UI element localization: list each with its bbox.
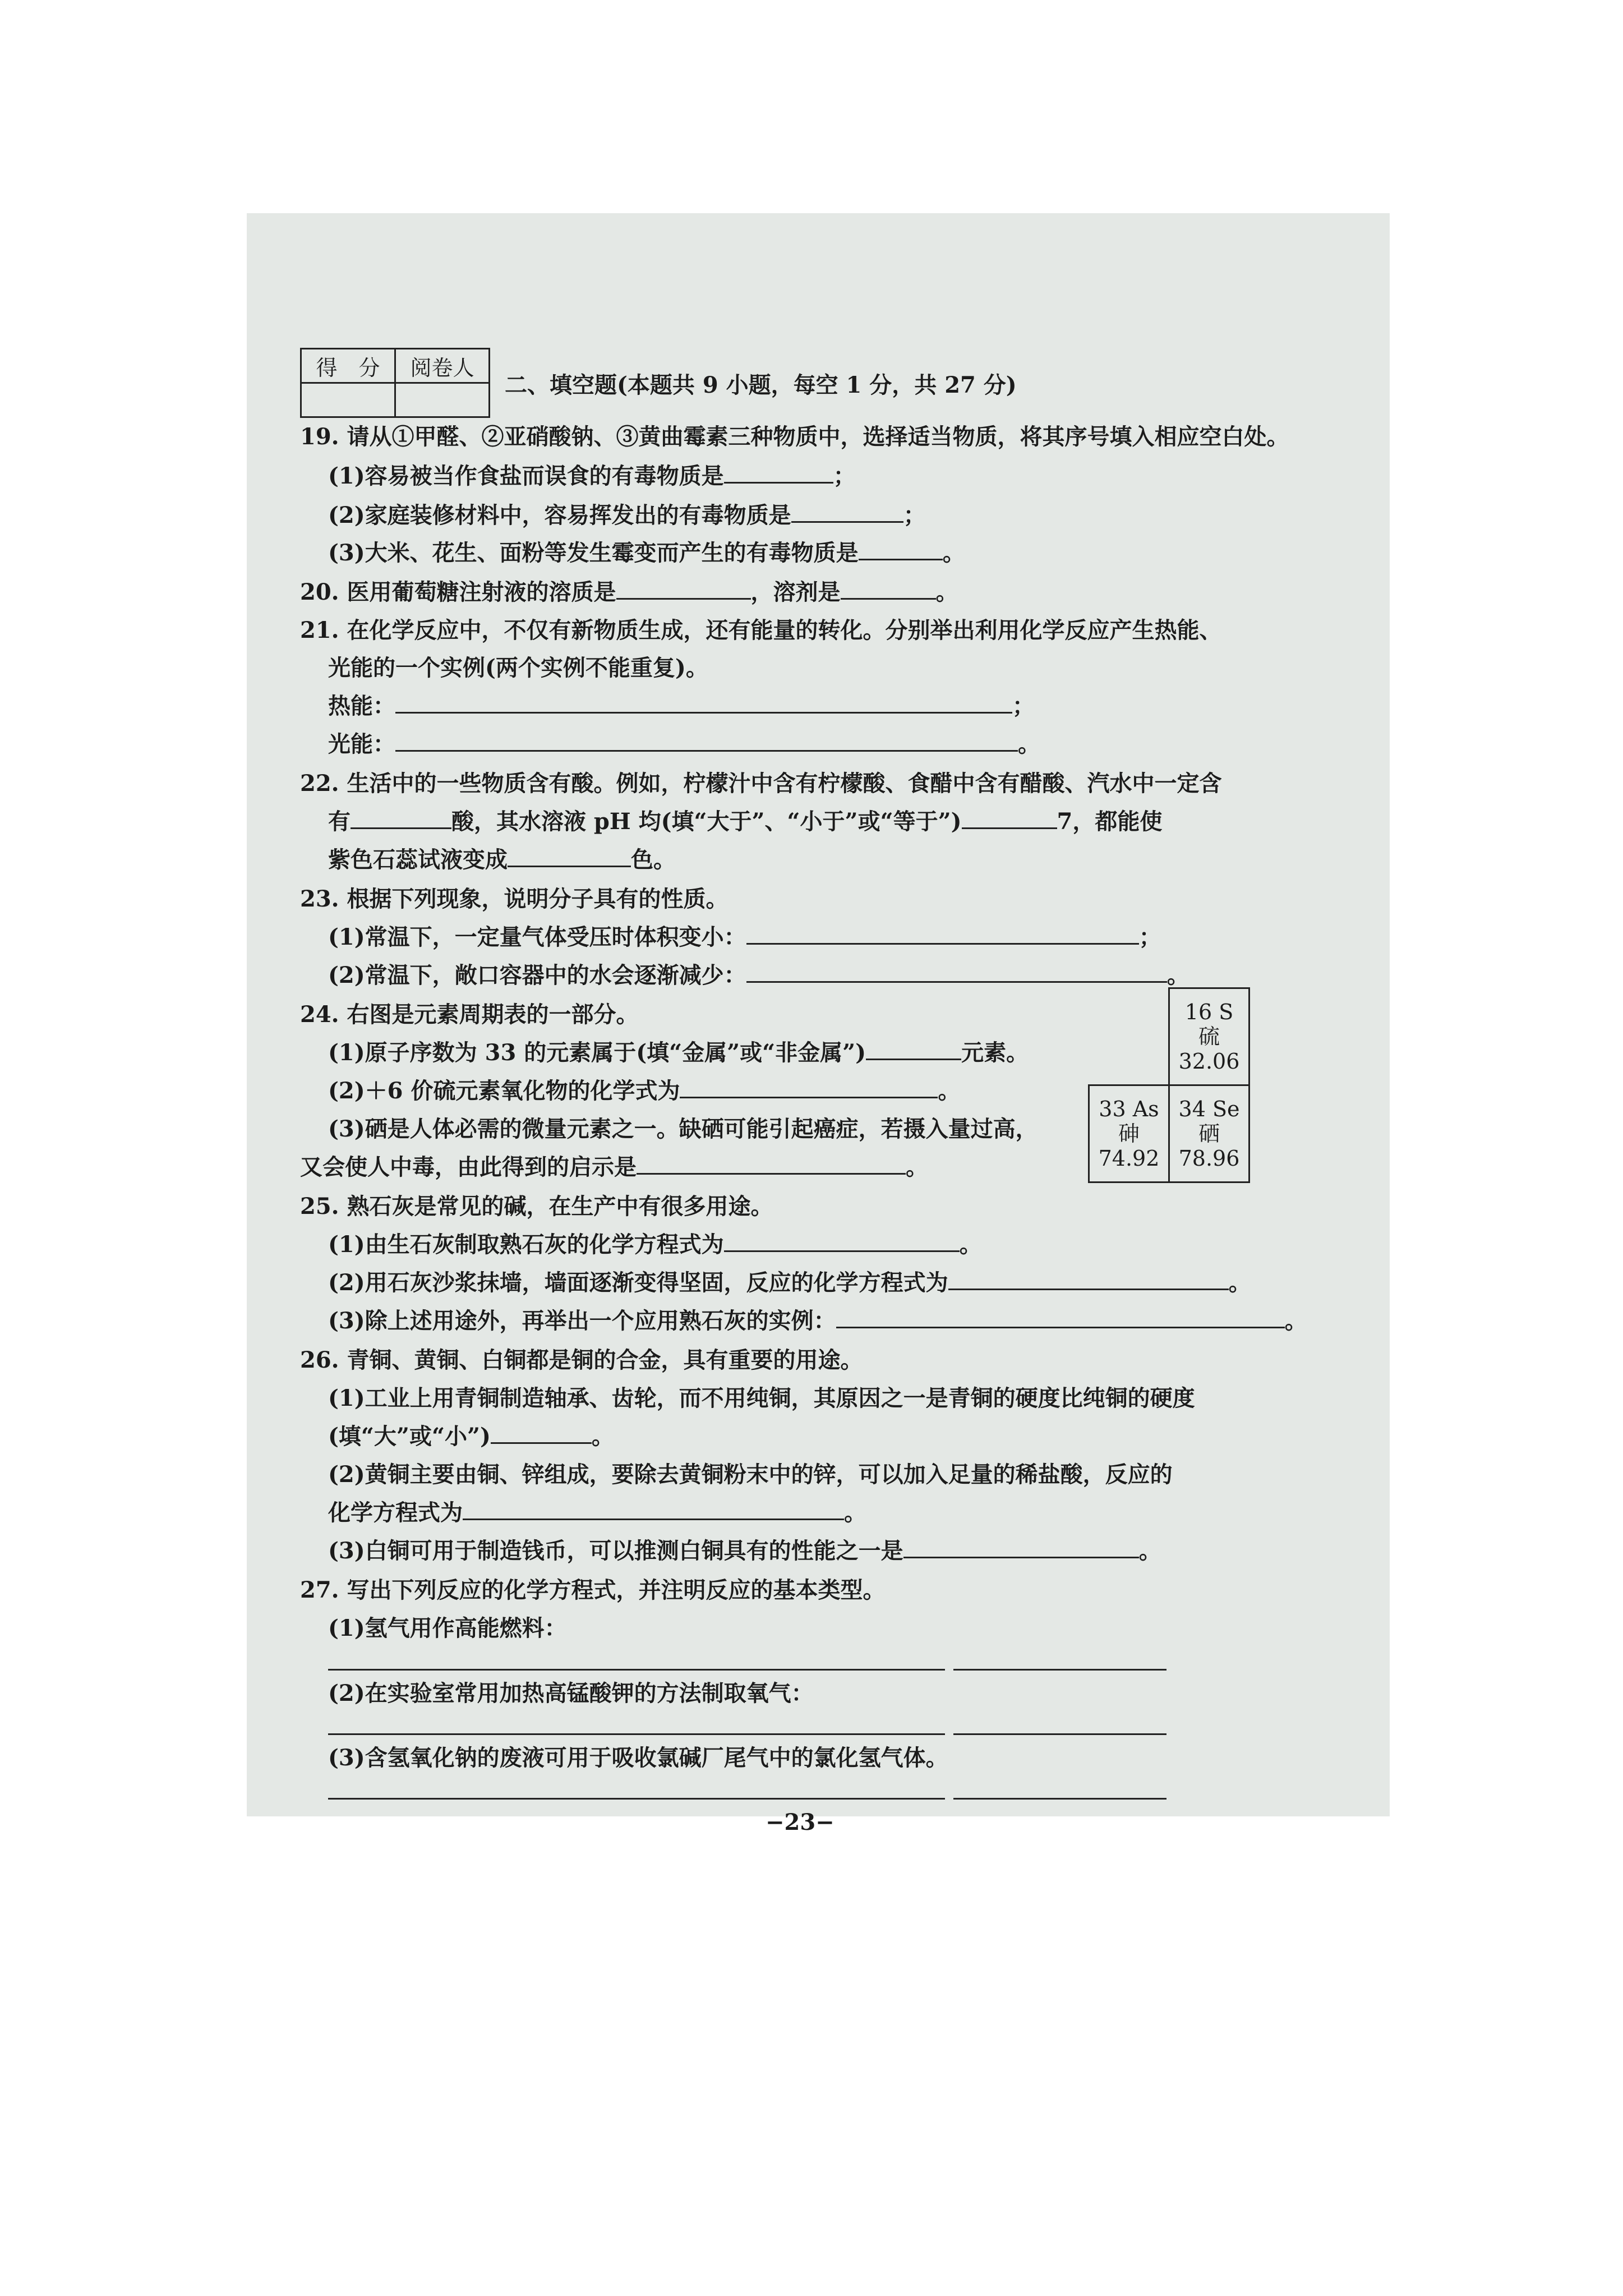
q26-s3: (3)白铜可用于制造钱币，可以推测白铜具有的性能之一是 。 <box>328 1538 1161 1564</box>
element-as: 33 As 砷 74.92 <box>1089 1085 1169 1182</box>
q26-s2b: 化学方程式为 。 <box>328 1499 866 1526</box>
q20: 20. 医用葡萄糖注射液的溶质是 ，溶剂是 。 <box>300 579 958 605</box>
q19-stem: 19. 请从①甲醛、②亚硝酸钠、③黄曲霉素三种物质中，选择适当物质，将其序号填入相应空白处。 <box>300 424 1289 450</box>
q21-l1: 21. 在化学反应中，不仅有新物质生成，还有能量的转化。分别举出利用化学反应产生热能、 <box>300 617 1222 643</box>
score-table <box>300 348 490 418</box>
q19-s2: (2)家庭装修材料中，容易挥发出的有毒物质是 ； <box>328 502 926 528</box>
q27-s1: (1)氢气用作高能燃料： <box>328 1615 567 1641</box>
q27-s1-type-line <box>953 1669 1166 1671</box>
q27-s2: (2)在实验室常用加热高锰酸钾的方法制取氧气： <box>328 1680 814 1706</box>
q24-s3b: 又会使人中毒，由此得到的启示是 。 <box>300 1154 928 1180</box>
q26-s1b: (填“大”或“小”) 。 <box>328 1423 614 1450</box>
q27-s2-answer-line <box>328 1733 945 1735</box>
q24-stem: 24. 右图是元素周期表的一部分。 <box>300 1001 639 1028</box>
q24-s2: (2)＋6 价硫元素氧化物的化学式为 。 <box>328 1078 961 1104</box>
q23-s2: (2)常温下，敞口容器中的水会逐渐减少： 。 <box>328 962 1189 988</box>
q27-s3: (3)含氢氧化钠的废液可用于吸收氯碱厂尾气中的氯化氢气体。 <box>328 1745 948 1771</box>
q27-stem: 27. 写出下列反应的化学方程式，并注明反应的基本类型。 <box>300 1577 886 1603</box>
page-number: −23− <box>766 1809 834 1835</box>
q25-s3: (3)除上述用途外，再举出一个应用熟石灰的实例： 。 <box>328 1308 1307 1334</box>
q19-s3: (3)大米、花生、面粉等发生霉变而产生的有毒物质是 。 <box>328 540 965 566</box>
grader-cell <box>395 383 490 417</box>
q26-stem: 26. 青铜、黄铜、白铜都是铜的合金，具有重要的用途。 <box>300 1347 863 1373</box>
q22-l2: 有 酸，其水溶液 pH 均(填“大于”、“小于”或“等于”) 7，都能使 <box>328 808 1163 835</box>
periodic-table <box>1088 987 1250 1183</box>
q21-l2: 光能的一个实例(两个实例不能重复)。 <box>328 655 708 681</box>
q23-s1: (1)常温下，一定量气体受压时体积变小： ； <box>328 924 1161 950</box>
q27-s1-answer-line <box>328 1669 945 1671</box>
q24-s1: (1)原子序数为 33 的元素属于(填“金属”或“非金属”) 元素。 <box>328 1039 1029 1066</box>
q23-stem: 23. 根据下列现象，说明分子具有的性质。 <box>300 886 728 912</box>
q27-s2-type-line <box>953 1733 1166 1735</box>
element-se: 34 Se 硒 78.96 <box>1169 1085 1249 1182</box>
element-s: 16 S 硫 32.06 <box>1169 988 1249 1085</box>
q27-s3-type-line <box>953 1798 1166 1800</box>
q27-s3-answer-line <box>328 1798 945 1800</box>
q26-s1: (1)工业上用青铜制造轴承、齿轮，而不用纯铜，其原因之一是青铜的硬度比纯铜的硬度 <box>328 1385 1195 1411</box>
grader-label: 阅卷人 <box>395 349 490 383</box>
score-cell <box>301 383 395 417</box>
q22-l3: 紫色石蕊试液变成 色。 <box>328 846 676 873</box>
q25-stem: 25. 熟石灰是常见的碱，在生产中有很多用途。 <box>300 1193 773 1220</box>
q25-s1: (1)由生石灰制取熟石灰的化学方程式为 。 <box>328 1231 982 1258</box>
score-label: 得 分 <box>301 349 395 383</box>
q24-s3: (3)硒是人体必需的微量元素之一。缺硒可能引起癌症，若摄入量过高， <box>328 1116 1038 1142</box>
q19-s1: (1)容易被当作食盐而误食的有毒物质是 ； <box>328 463 856 489</box>
q21-heat: 热能： ； <box>328 693 1035 719</box>
q21-light: 光能： 。 <box>328 731 1040 757</box>
q22-l1: 22. 生活中的一些物质含有酸。例如，柠檬汁中含有柠檬酸、食醋中含有醋酸、汽水中一定含 <box>300 770 1222 797</box>
q25-s2: (2)用石灰沙浆抹墙，墙面逐渐变得坚固，反应的化学方程式为 。 <box>328 1269 1251 1296</box>
section-title: 二、填空题(本题共 9 小题，每空 1 分，共 27 分) <box>505 372 1017 398</box>
q26-s2: (2)黄铜主要由铜、锌组成，要除去黄铜粉末中的锌，可以加入足量的稀盐酸，反应的 <box>328 1461 1173 1488</box>
